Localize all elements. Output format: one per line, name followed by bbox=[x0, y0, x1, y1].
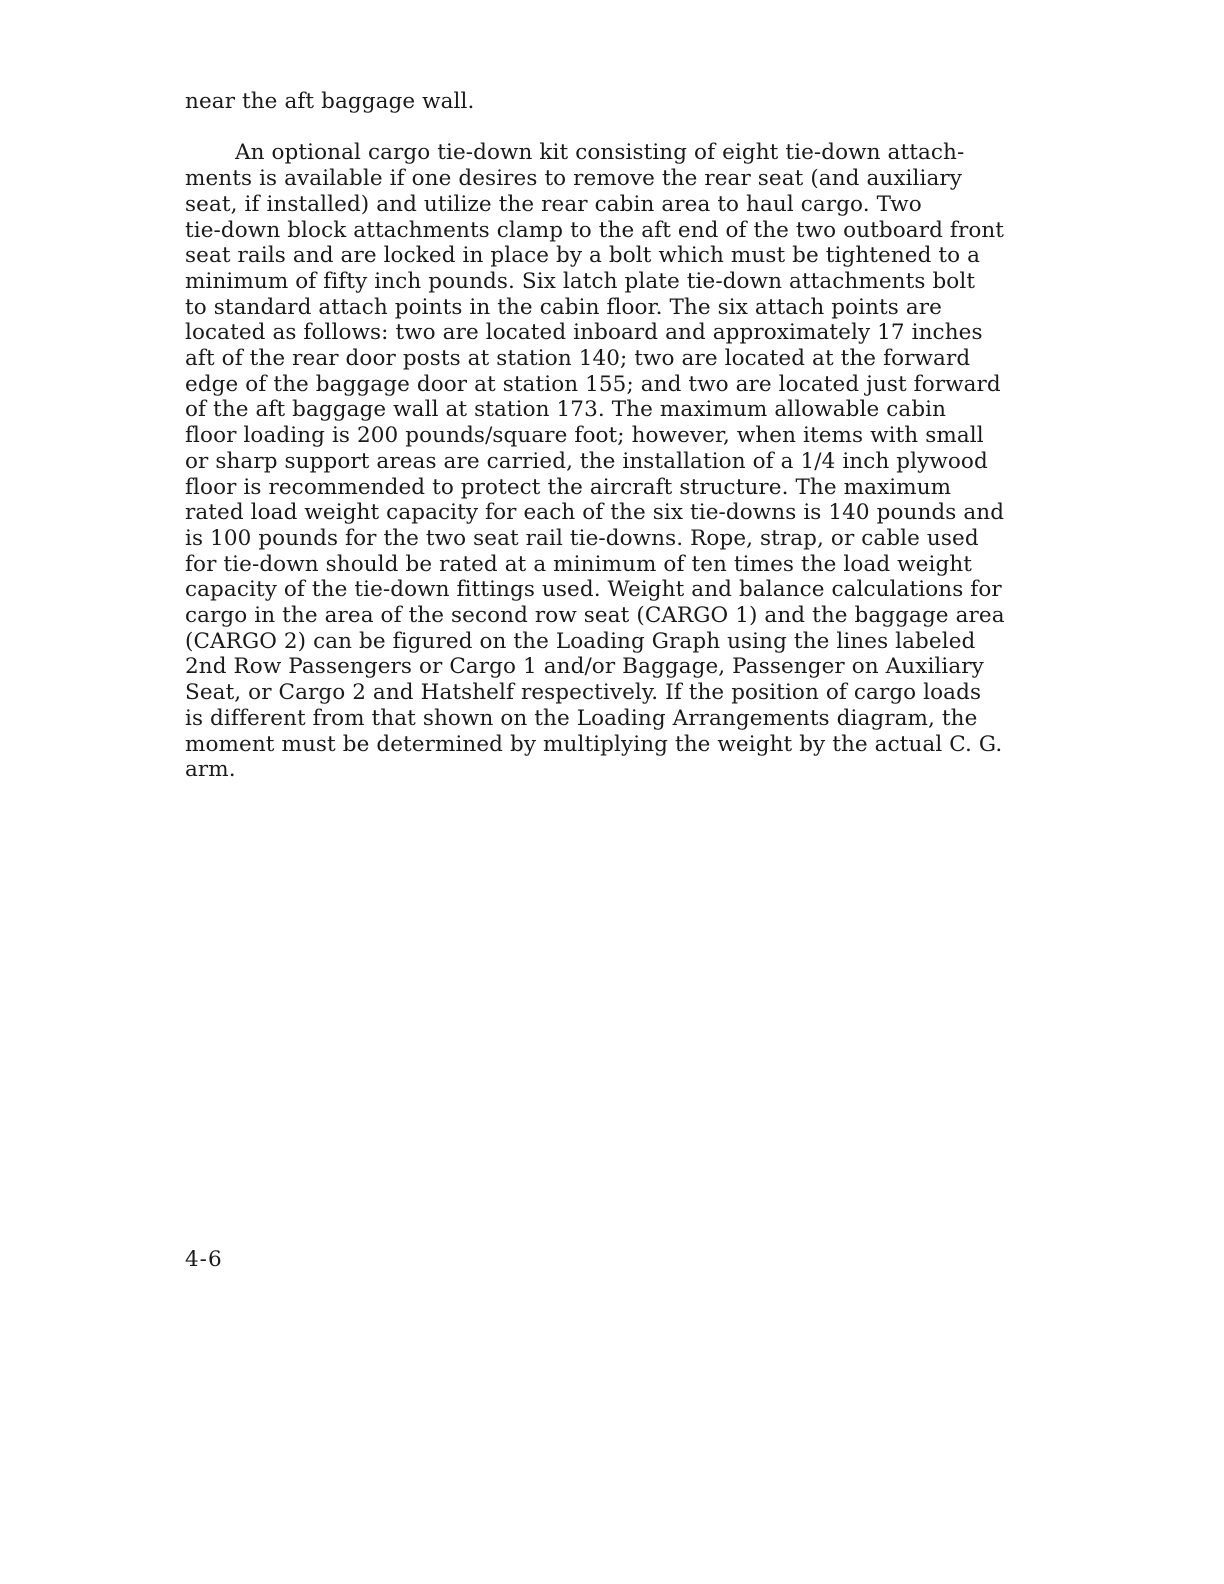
paragraph-line: is different from that shown on the Loading Arrangements diagram, the bbox=[185, 705, 978, 731]
paragraph-line: floor is recommended to protect the aircraft structure. The maximum bbox=[185, 474, 952, 500]
paragraph-line: located as follows: two are located inboard and approximately 17 inches bbox=[185, 320, 983, 346]
paragraph-line: (CARGO 2) can be figured on the Loading Graph using the lines labeled bbox=[185, 628, 976, 654]
paragraph-line: cargo in the area of the second row seat (CARGO 1) and the baggage area bbox=[185, 603, 1005, 629]
paragraph-line: moment must be determined by multiplying the weight by the actual C. G. bbox=[185, 731, 1003, 757]
paragraph-line: Seat, or Cargo 2 and Hatshelf respectively. If the position of cargo loads bbox=[185, 680, 982, 706]
paragraph-line: ments is available if one desires to remove the rear seat (and auxiliary bbox=[185, 166, 963, 192]
paragraph-line: minimum of fifty inch pounds. Six latch plate tie-down attachments bolt bbox=[185, 268, 976, 294]
paragraph-line: capacity of the tie-down fittings used. Weight and balance calculations for bbox=[185, 577, 1002, 603]
paragraph-line: of the aft baggage wall at station 173. The maximum allowable cabin bbox=[185, 397, 947, 423]
paragraph-line: for tie-down should be rated at a minimum of ten times the load weight bbox=[185, 551, 973, 577]
paragraph-line: tie-down block attachments clamp to the aft end of the two outboard front bbox=[185, 217, 1005, 243]
paragraph-line: arm. bbox=[185, 757, 236, 783]
paragraph-line: floor loading is 200 pounds/square foot; however, when items with small bbox=[185, 423, 984, 449]
paragraph-line: is 100 pounds for the two seat rail tie-downs. Rope, strap, or cable used bbox=[185, 525, 979, 551]
paragraph-line: rated load weight capacity for each of the six tie-downs is 140 pounds and bbox=[185, 500, 1005, 526]
cargo-tie-down-paragraph bbox=[185, 140, 1045, 783]
paragraph-line: 2nd Row Passengers or Cargo 1 and/or Baggage, Passenger on Auxiliary bbox=[185, 654, 984, 680]
page-number: 4-6 bbox=[185, 1247, 223, 1272]
paragraph-line: seat, if installed) and utilize the rear cabin area to haul cargo. Two bbox=[185, 191, 922, 217]
continuation-line: near the aft baggage wall. bbox=[185, 89, 475, 114]
body-text bbox=[185, 89, 1045, 783]
paragraph-line: edge of the baggage door at station 155; and two are located just forward bbox=[185, 371, 1001, 397]
paragraph-line: seat rails and are locked in place by a bolt which must be tightened to a bbox=[185, 243, 981, 269]
paragraph-line: aft of the rear door posts at station 140; two are located at the forward bbox=[185, 346, 971, 372]
paragraph-line: An optional cargo tie-down kit consisting of eight tie-down attach- bbox=[235, 140, 965, 166]
paragraph-line: or sharp support areas are carried, the installation of a 1/4 inch plywood bbox=[185, 448, 988, 474]
paragraph-spacer bbox=[185, 115, 1045, 141]
paragraph-line: to standard attach points in the cabin floor. The six attach points are bbox=[185, 294, 942, 320]
